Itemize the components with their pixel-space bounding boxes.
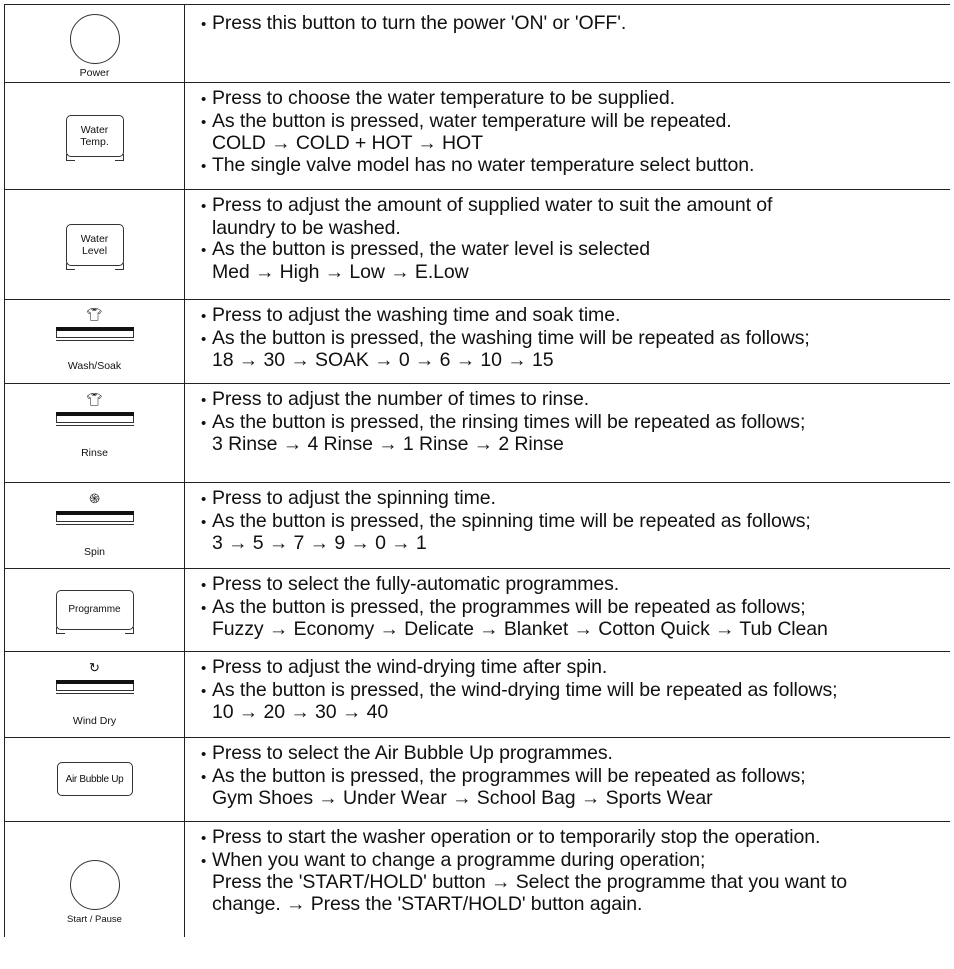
- button-label: Programme: [68, 604, 121, 615]
- table-row: [4, 190, 950, 300]
- description-line: 3 → 5 → 7 → 9 → 0 → 1: [212, 532, 427, 554]
- programme-button-icon: [56, 590, 134, 630]
- description-line: • As the button is pressed, the rinsing times will be repeated as follows;: [201, 412, 950, 435]
- table-row: [4, 652, 950, 738]
- description-cell: [185, 5, 950, 82]
- description-line: Gym Shoes → Under Wear → School Bag → Sports Wear: [212, 787, 713, 809]
- description-line: • As the button is pressed, the programmes will be repeated as follows;: [201, 766, 950, 789]
- description-line: • Press to select the fully-automatic programmes.: [201, 574, 950, 597]
- description-line: laundry to be washed.: [212, 216, 401, 239]
- button-cell: [4, 652, 185, 737]
- button-label: Start / Pause: [67, 914, 122, 925]
- description-cell: [185, 190, 950, 299]
- water-level-button-icon: [66, 224, 124, 266]
- description-line: • As the button is pressed, the washing time will be repeated as follows;: [201, 328, 950, 351]
- button-label: Spin: [83, 546, 105, 558]
- description-line: • Press to adjust the number of times to rinse.: [201, 389, 950, 412]
- shirt-icon: 👕︎: [86, 307, 103, 322]
- description-line: 10 → 20 → 30 → 40: [212, 701, 389, 723]
- description-line: • As the button is pressed, the wind-drying time will be repeated as follows;: [201, 680, 950, 703]
- shirt-icon: 👕︎: [86, 392, 103, 407]
- description-line: • Press to adjust the washing time and soak time.: [201, 305, 950, 328]
- table-row: [4, 569, 950, 652]
- description-line: • Press to adjust the amount of supplied water to suit the amount of: [201, 195, 950, 218]
- button-cell: [4, 83, 185, 189]
- table-row: [4, 384, 950, 483]
- button-label: Wash/Soak: [67, 360, 122, 372]
- description-line: • Press to choose the water temperature to be supplied.: [201, 88, 950, 111]
- description-line: • As the button is pressed, the spinning time will be repeated as follows;: [201, 511, 950, 534]
- description-line: • As the button is pressed, the programmes will be repeated as follows;: [201, 597, 950, 620]
- description-cell: [185, 384, 950, 482]
- button-cell: [4, 569, 185, 651]
- swirl-icon: ↻: [89, 660, 100, 675]
- button-label: Temp.: [80, 136, 109, 148]
- description-line: • Press this button to turn the power 'ON' or 'OFF'.: [201, 13, 950, 36]
- button-cell: [4, 384, 185, 482]
- water-temp-button-icon: [66, 115, 124, 157]
- table-row: [4, 83, 950, 190]
- description-line: • Press to start the washer operation or to temporarily stop the operation.: [201, 827, 950, 850]
- button-cell: [4, 190, 185, 299]
- wind-dry-button-icon: [56, 660, 134, 694]
- table-row: [4, 300, 950, 384]
- description-cell: [185, 738, 950, 821]
- description-line: 18 → 30 → SOAK → 0 → 6 → 10 → 15: [212, 349, 554, 371]
- button-cell: [4, 822, 185, 937]
- description-line: • When you want to change a programme during operation;: [201, 850, 950, 873]
- description-line: Fuzzy → Economy → Delicate → Blanket → Cotton Quick → Tub Clean: [212, 618, 828, 640]
- description-line: • As the button is pressed, water temperature will be repeated.: [201, 111, 950, 134]
- button-label: Water: [80, 124, 109, 136]
- rinse-button-icon: [56, 392, 134, 426]
- description-cell: [185, 300, 950, 383]
- description-line: • The single valve model has no water temperature select button.: [201, 155, 950, 178]
- description-cell: [185, 569, 950, 651]
- description-line: Med → High → Low → E.Low: [212, 260, 469, 283]
- button-cell: [4, 483, 185, 568]
- control-panel-table: [4, 4, 950, 937]
- description-cell: [185, 483, 950, 568]
- power-button-icon: [70, 14, 120, 64]
- table-row: [4, 822, 950, 937]
- description-line: • Press to adjust the wind-drying time after spin.: [201, 657, 950, 680]
- description-line: Press the 'START/HOLD' button → Select the programme that you want to: [212, 871, 847, 893]
- button-label: Water: [80, 233, 109, 245]
- button-cell: [4, 300, 185, 383]
- button-cell: [4, 5, 185, 82]
- button-label: Power: [79, 67, 110, 79]
- button-label: Level: [81, 245, 108, 257]
- table-row: [4, 5, 950, 83]
- button-label: Air Bubble Up: [65, 773, 124, 785]
- button-cell: [4, 738, 185, 821]
- description-line: • Press to select the Air Bubble Up programmes.: [201, 743, 950, 766]
- table-row: [4, 738, 950, 822]
- spiral-icon: ֍: [89, 491, 100, 506]
- description-cell: [185, 822, 950, 937]
- button-label: Rinse: [81, 447, 108, 459]
- spin-button-icon: [56, 491, 134, 525]
- description-cell: [185, 83, 950, 189]
- description-line: COLD → COLD + HOT → HOT: [212, 132, 483, 154]
- button-label: Wind Dry: [72, 715, 117, 727]
- start-pause-button-icon: [70, 860, 120, 910]
- description-line: • Press to adjust the spinning time.: [201, 488, 950, 511]
- table-row: [4, 483, 950, 569]
- wash-soak-button-icon: [56, 307, 134, 341]
- air-bubble-up-button-icon: [57, 762, 133, 796]
- description-line: • As the button is pressed, the water level is selected: [201, 239, 950, 262]
- description-line: 3 Rinse → 4 Rinse → 1 Rinse → 2 Rinse: [212, 433, 564, 455]
- description-cell: [185, 652, 950, 737]
- description-line: change. → Press the 'START/HOLD' button again.: [212, 892, 643, 915]
